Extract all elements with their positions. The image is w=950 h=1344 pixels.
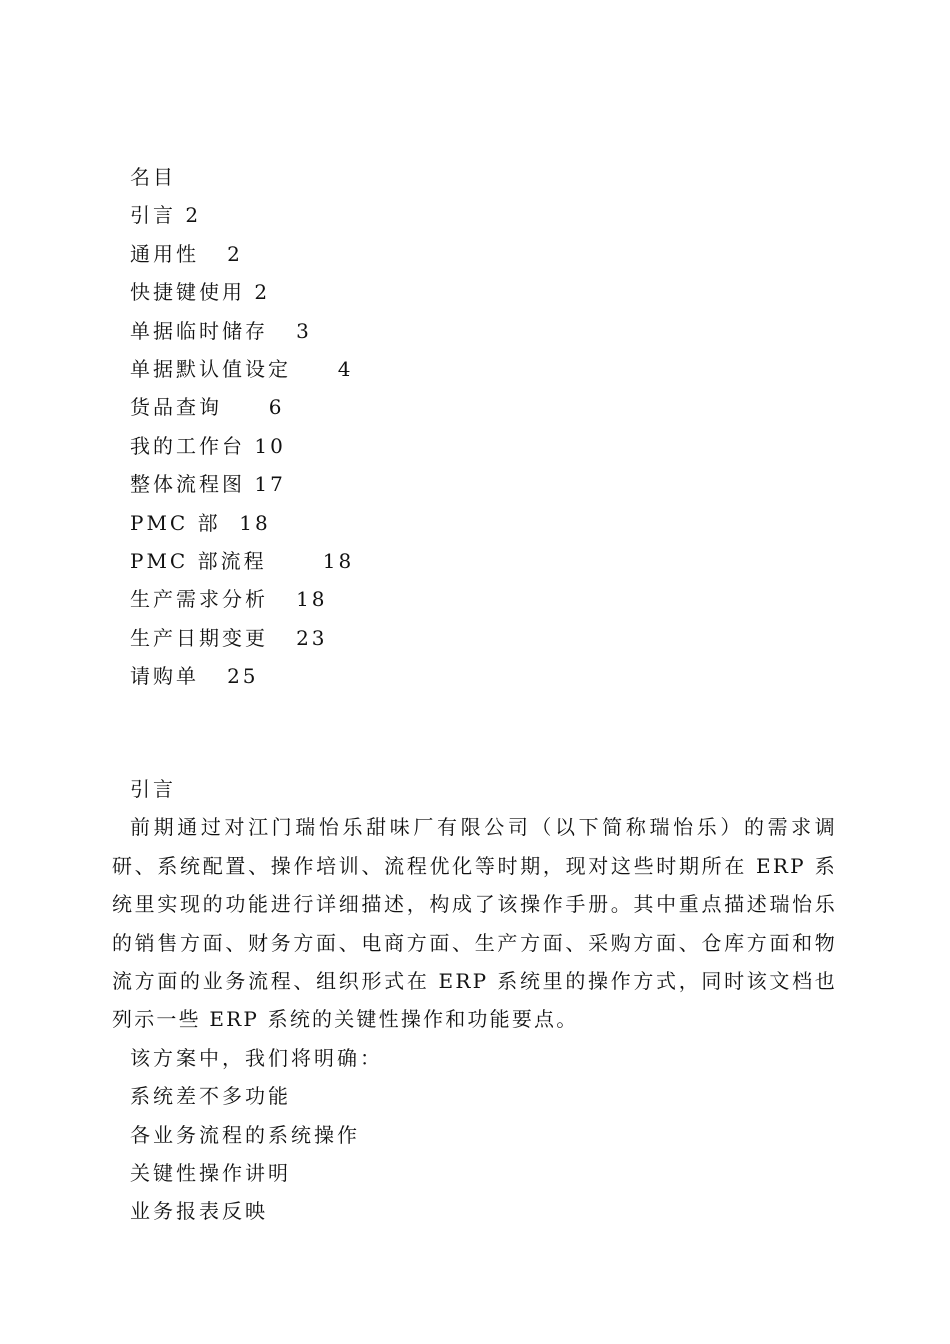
toc-entry-flowchart[interactable]: 整体流程图 17 (130, 472, 286, 497)
list-item: 各业务流程的系统操作 (130, 1122, 360, 1147)
toc-entry-demand-analysis[interactable]: 生产需求分析 18 (130, 587, 328, 612)
scheme-intro: 该方案中，我们将明确： (130, 1045, 383, 1070)
intro-paragraph: 前期通过对江门瑞怡乐甜味厂有限公司（以下简称瑞怡乐）的需求调研、系统配置、操作培训、流程优化等时期，现对这些时期所在 ERP 系统里实现的功能进行详细描述，构成了该操作手册。其中重点描述瑞怡乐的销售方面、财务方面、电商方面、生产方面、采购方面、仓库方面和物流方面的业务流程、组织形式在 ERP 系统里的操作方式，同时该文档也列示一些 ERP 系统的关键性操作和功能要点。 (112, 815, 837, 1032)
toc-entry-general[interactable]: 通用性 2 (130, 241, 243, 266)
toc-entry-shortcuts[interactable]: 快捷键使用 2 (130, 280, 271, 305)
list-item: 业务报表反映 (130, 1199, 268, 1224)
toc-entry-pmc-process[interactable]: PMC 部流程 18 (130, 548, 355, 573)
toc-entry-temp-storage[interactable]: 单据临时储存 3 (130, 318, 312, 343)
list-item: 系统差不多功能 (130, 1084, 291, 1109)
list-item: 关键性操作讲明 (130, 1161, 291, 1185)
introduction-section (112, 770, 837, 1231)
toc-entry-pmc[interactable]: PMC 部 18 (130, 510, 271, 535)
toc-title: 名目 (130, 165, 176, 189)
table-of-contents (130, 158, 354, 695)
toc-entry-default-values[interactable]: 单据默认值设定 4 (130, 356, 354, 381)
toc-entry-date-change[interactable]: 生产日期变更 23 (130, 625, 328, 650)
toc-entry-workbench[interactable]: 我的工作台 10 (130, 433, 286, 458)
toc-entry-purchase-request[interactable]: 请购单 25 (130, 664, 259, 689)
toc-entry-goods-query[interactable]: 货品查询 6 (130, 395, 285, 420)
section-heading: 引言 (130, 777, 176, 801)
toc-entry-introduction[interactable]: 引言 2 (130, 203, 202, 228)
